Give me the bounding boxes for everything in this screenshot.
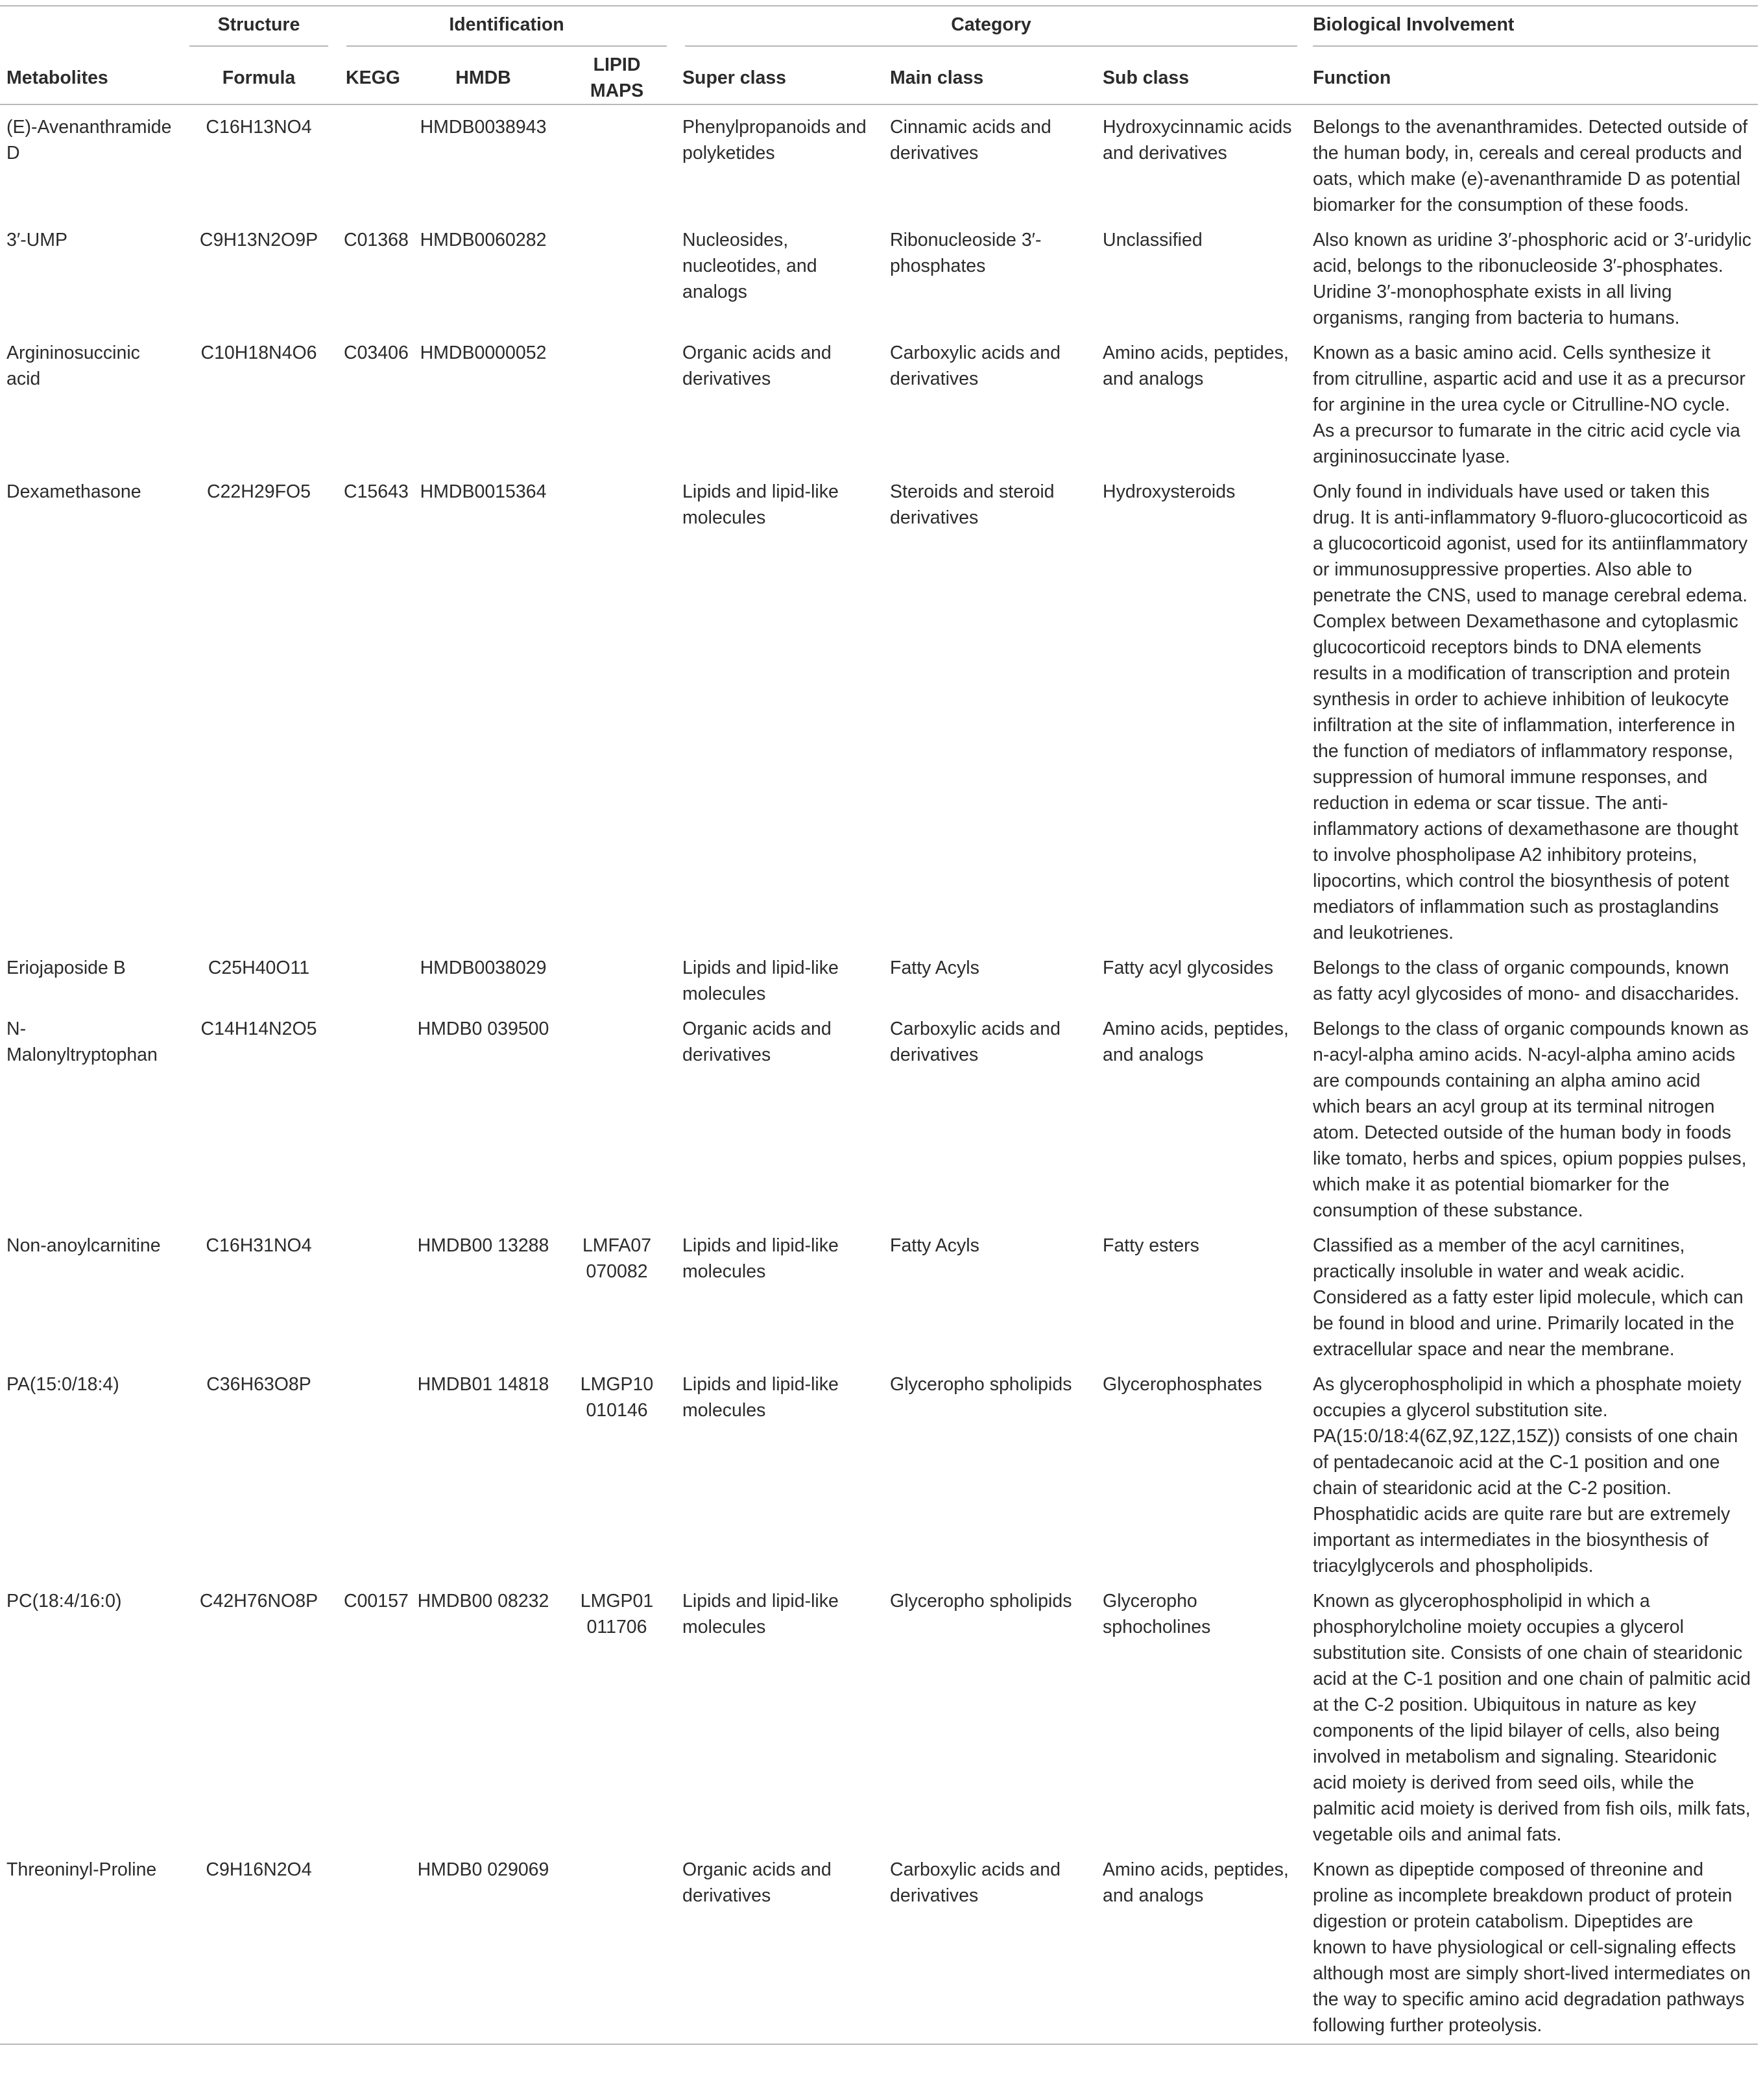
cell-lipidmaps: LMGP10 010146 (580, 1374, 654, 1421)
cell-function: Belongs to the class of organic compounds, known as fatty acyl glycosides of mono- and disaccharides. (1313, 958, 1740, 1004)
cell-kegg: C03406 (344, 343, 409, 363)
table-row (0, 331, 1758, 470)
cell-formula: C42H76NO8P (199, 1591, 318, 1611)
cell-kegg: C01368 (344, 230, 409, 250)
cell-metabolite: PC(18:4/16:0) (6, 1591, 122, 1611)
group-category: Category (676, 6, 1306, 52)
cell-hmdb: HMDB0015364 (420, 481, 547, 502)
cell-mainclass: Ribonucleoside 3′-phosphates (890, 230, 1042, 276)
col-lipidmaps: LIPID MAPS (558, 52, 676, 104)
cell-lipidmaps (558, 1848, 676, 2044)
cell-superclass: Organic acids and derivatives (676, 1848, 883, 2044)
cell-function: Also known as uridine 3′-phosphoric acid or 3′-uridylic acid, belongs to the ribonucleoside 3′-phosphates. Uridine 3′-monophosphate exists in all living organisms, ranging from bacteria to humans. (1313, 230, 1752, 328)
table-row (0, 1362, 1758, 1579)
table-row (0, 218, 1758, 331)
cell-function: As glycerophospholipid in which a phosphate moiety occupies a glycerol substitution site. PA(15:0/18:4(6Z,9Z,12Z,15Z)) consists of one chain of pentadecanoic acid at the C-1 position and one chain of stearidonic acid at the C-2 position. Phosphatidic acids are quite rare but are extremely important as intermediates in the biosynthesis of triacylglycerols and phospholipids. (1313, 1374, 1742, 1576)
col-metabolites: Metabolites (0, 52, 180, 104)
cell-mainclass: Carboxylic acids and derivatives (890, 1019, 1061, 1065)
cell-subclass: Hydroxycinnamic acids and derivatives (1103, 117, 1292, 163)
cell-hmdb: HMDB0 029069 (409, 1848, 558, 2044)
cell-hmdb: HMDB0038943 (420, 117, 547, 138)
cell-subclass: Amino acids, peptides, and analogs (1096, 1848, 1306, 2044)
metabolites-table (0, 5, 1758, 2045)
cell-hmdb: HMDB0000052 (420, 343, 547, 363)
cell-superclass: Lipids and lipid-like molecules (682, 481, 839, 528)
cell-formula: C25H40O11 (208, 958, 310, 978)
cell-kegg (337, 1848, 409, 2044)
cell-metabolite: Argininosuccinic acid (6, 343, 140, 389)
cell-metabolite: Non-anoylcarnitine (6, 1235, 161, 1256)
table-body (0, 104, 1758, 2044)
cell-superclass: Lipids and lipid-like molecules (682, 958, 839, 1004)
cell-hmdb: HMDB0038029 (420, 958, 547, 978)
cell-formula: C16H13NO4 (206, 117, 312, 138)
cell-function: Only found in individuals have used or taken this drug. It is anti-inflammatory 9-fluoro-glucocorticoid as a glucocorticoid agonist, used for its antiinflammatory or immunosuppressive properties. Also able to penetrate the CNS, used to manage cerebral edema. Complex between Dexamethasone and cytoplasmic glucocorticoid receptors binds to DNA elements results in a modification of transcription and protein synthesis in order to achieve inhibition of leukocyte infiltration at the site of inflammation, interference in the function of mediators of inflammatory response, suppression of humoral immune responses, and reduction in edema or scar tissue. The anti-inflammatory actions of dexamethasone are thought to involve phospholipase A2 inhibitory proteins, lipocortins, which control the biosynthesis of potent mediators of inflammation such as prostaglandins and leukotrienes. (1313, 481, 1748, 943)
cell-lipidmaps (558, 331, 676, 470)
cell-mainclass: Fatty Acyls (890, 1235, 979, 1256)
cell-formula: C14H14N2O5 (200, 1019, 317, 1039)
group-biological-involvement: Biological Involvement (1306, 6, 1758, 52)
cell-mainclass: Cinnamic acids and derivatives (890, 117, 1051, 163)
cell-subclass: Glycerophosphates (1103, 1374, 1262, 1395)
cell-lipidmaps (558, 104, 676, 218)
cell-formula: C9H16N2O4 (180, 1848, 337, 2044)
col-superclass: Super class (676, 52, 883, 104)
cell-subclass: Fatty esters (1103, 1235, 1199, 1256)
cell-subclass: Hydroxysteroids (1103, 481, 1236, 502)
table-row (0, 1579, 1758, 1848)
cell-mainclass: Steroids and steroid derivatives (890, 481, 1055, 528)
cell-metabolite: PA(15:0/18:4) (6, 1374, 119, 1395)
cell-kegg (337, 1362, 409, 1579)
col-hmdb: HMDB (409, 52, 558, 104)
cell-kegg: C15643 (344, 481, 409, 502)
cell-function: Known as dipeptide composed of threonine and proline as incomplete breakdown product of protein digestion or protein catabolism. Dipeptides are known to have physiological or cell-signaling effects although most are simply short-lived intermediates on the way to specific amino acid degradation pathways following further proteolysis. (1306, 1848, 1758, 2044)
cell-formula: C22H29FO5 (207, 481, 311, 502)
cell-superclass: Lipids and lipid-like molecules (682, 1591, 839, 1637)
cell-kegg (337, 1224, 409, 1362)
cell-subclass: Amino acids, peptides, and analogs (1103, 1019, 1289, 1065)
col-subclass: Sub class (1096, 52, 1306, 104)
cell-function: Classified as a member of the acyl carnitines, practically insoluble in water and weak acidic. Considered as a fatty ester lipid molecule, which can be found in blood and urine. Primarily located in the extracellular space and near the membrane. (1313, 1235, 1744, 1360)
cell-subclass: Amino acids, peptides, and analogs (1103, 343, 1289, 389)
table-row (0, 1224, 1758, 1362)
cell-metabolite: Dexamethasone (6, 481, 141, 502)
cell-hmdb: HMDB00 08232 (417, 1591, 549, 1611)
group-structure: Structure (180, 6, 337, 52)
cell-mainclass: Glycerophо spholipids (890, 1591, 1072, 1611)
table-row (0, 1848, 1758, 2044)
cell-lipidmaps (558, 1007, 676, 1224)
cell-lipidmaps: LMGP01 011706 (580, 1591, 654, 1637)
cell-superclass: Lipids and lipid-like molecules (682, 1235, 839, 1282)
cell-formula: C36H63O8P (206, 1374, 311, 1395)
table-row (0, 470, 1758, 946)
cell-kegg (337, 104, 409, 218)
cell-superclass: Organic acids and derivatives (682, 343, 832, 389)
cell-metabolite: Eriojaposide B (6, 958, 126, 978)
cell-mainclass: Carboxylic acids and derivatives (890, 343, 1061, 389)
cell-mainclass: Carboxylic acids and derivatives (883, 1848, 1096, 2044)
cell-metabolite: Threoninyl-Proline (0, 1848, 180, 2044)
header-group-row (0, 6, 1758, 52)
col-kegg: KEGG (337, 52, 409, 104)
cell-subclass: Glycerophо sphocholines (1103, 1591, 1211, 1637)
cell-superclass: Nucleosides, nucleotides, and analogs (682, 230, 817, 302)
group-identification: Identification (337, 6, 676, 52)
header-blank (0, 6, 180, 52)
cell-lipidmaps (558, 470, 676, 946)
cell-function: Known as glycerophospholipid in which a phosphorylcholine moiety occupies a glycerol substitution site. Consists of one chain of stearidonic acid at the C-1 position and one chain of palmitic acid at the C-2 position. Ubiquitous in nature as key components of the lipid bilayer of cells, also being involved in metabolism and signaling. Stearidonic acid moiety is derived from seed oils, while the palmitic acid moiety is derived from fish oils, milk fats, vegetable oils and animal fats. (1313, 1591, 1751, 1845)
cell-mainclass: Fatty Acyls (890, 958, 979, 978)
cell-kegg: C00157 (344, 1591, 409, 1611)
cell-kegg (337, 946, 409, 1007)
cell-formula: C9H13N2O9P (199, 230, 318, 250)
cell-hmdb: HMDB01 14818 (417, 1374, 549, 1395)
cell-subclass: Unclassified (1103, 230, 1203, 250)
cell-function: Known as a basic amino acid. Cells synthesize it from citrulline, aspartic acid and use it as a precursor for arginine in the urea cycle or Citrulline-NO cycle. As a precursor to fumarate in the citric acid cycle via argininosuccinate lyase. (1313, 343, 1745, 467)
cell-mainclass: Glycerophо spholipids (890, 1374, 1072, 1395)
col-formula: Formula (180, 52, 337, 104)
cell-formula: C10H18N4O6 (200, 343, 317, 363)
table-row (0, 104, 1758, 218)
cell-function: Belongs to the avenanthramides. Detected outside of the human body, in, cereals and cereal products and oats, which make (e)-avenanthramide D as potential biomarker for the consumption of these foods. (1313, 117, 1748, 215)
cell-superclass: Lipids and lipid-like molecules (682, 1374, 839, 1421)
cell-function: Belongs to the class of organic compounds known as n-acyl-alpha amino acids. N-acyl-alpha amino acids are compounds containing an alpha amino acid which bears an acyl group at its terminal nitrogen atom. Detected outside of the human body in foods like tomato, herbs and spices, opium poppies pulses, which make it as potential biomarker for the consumption of these substance. (1313, 1019, 1749, 1221)
cell-lipidmaps: LMFA07 070082 (582, 1235, 652, 1282)
cell-superclass: Phenylpropanoids and polyketides (682, 117, 867, 163)
cell-hmdb: HMDB00 13288 (417, 1235, 549, 1256)
cell-lipidmaps (558, 946, 676, 1007)
col-function: Function (1306, 52, 1758, 104)
cell-hmdb: HMDB0060282 (420, 230, 547, 250)
cell-metabolite: (E)-Avenanthramide D (6, 117, 172, 163)
cell-metabolite: 3′-UMP (6, 230, 68, 250)
cell-formula: C16H31NO4 (206, 1235, 312, 1256)
cell-superclass: Organic acids and derivatives (682, 1019, 832, 1065)
header-column-row (0, 52, 1758, 104)
cell-kegg (337, 1007, 409, 1224)
cell-hmdb: HMDB0 039500 (417, 1019, 549, 1039)
cell-lipidmaps (558, 218, 676, 331)
cell-subclass: Fatty acyl glycosides (1103, 958, 1273, 978)
table-row (0, 946, 1758, 1007)
table-row (0, 1007, 1758, 1224)
col-mainclass: Main class (883, 52, 1096, 104)
cell-metabolite: N-Malonyltryptophan (6, 1019, 158, 1065)
